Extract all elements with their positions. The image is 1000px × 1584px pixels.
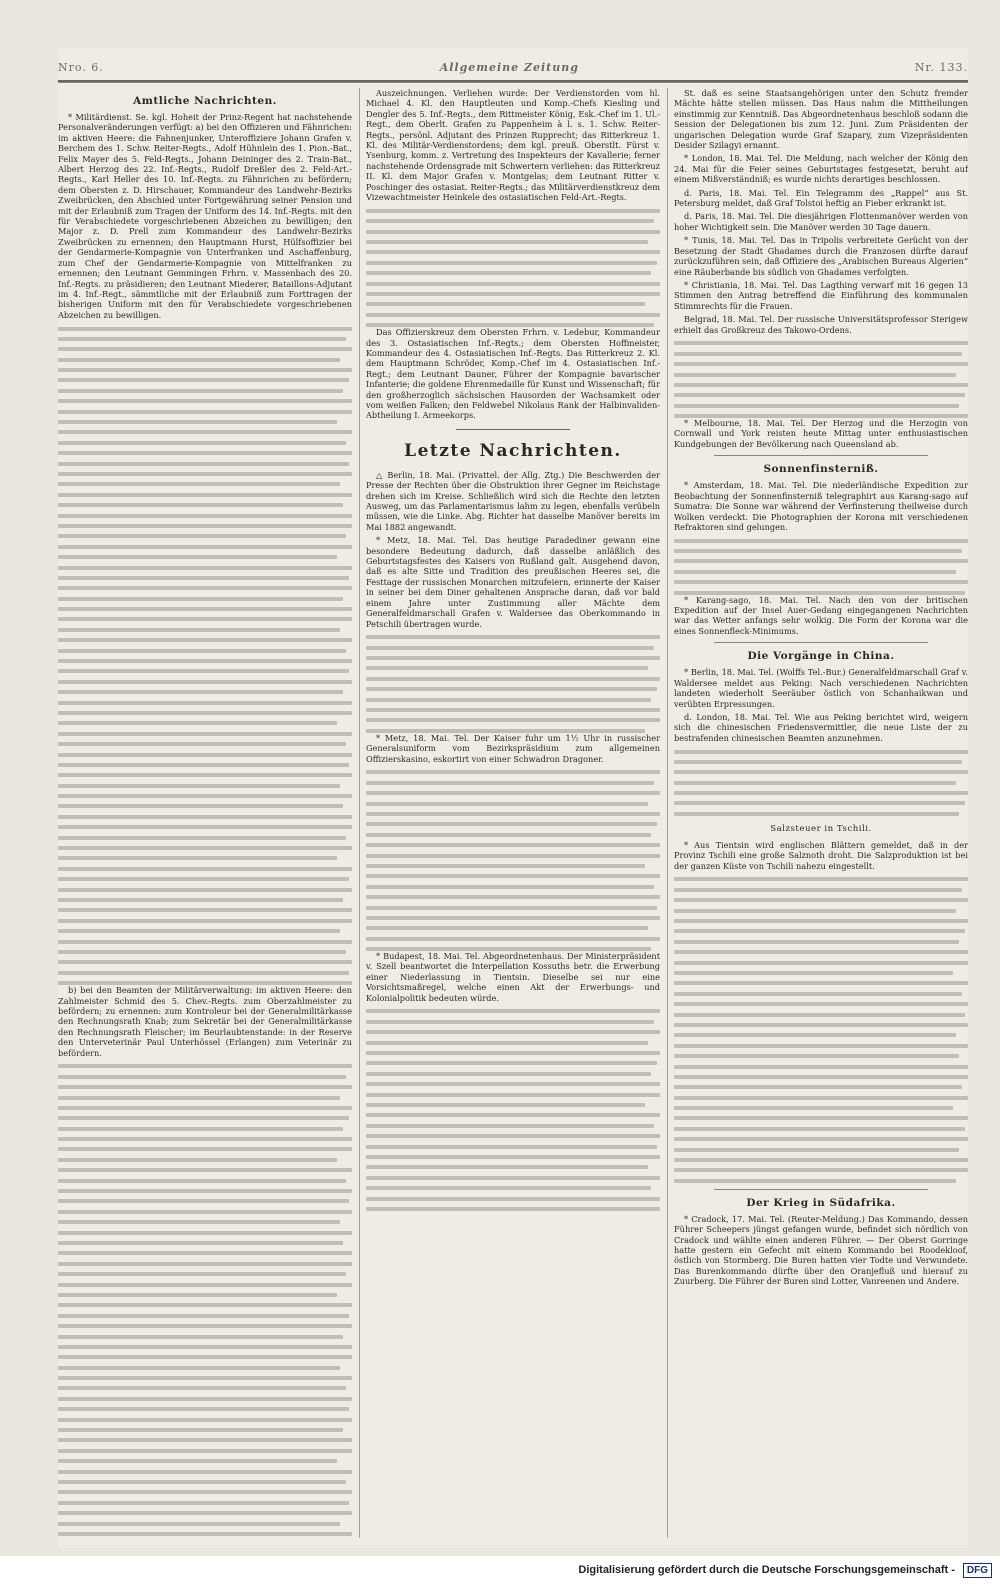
article-paragraph: * Karang-sago, 18. Mai. Tel. Nach den von der britischen Expedition auf der Insel Auer-Gedang eingegangenen Nachrichten war das Wetter anfangs sehr wolkig. Die Form der Korona war die eines Sonnenfleck-Minimums. [674, 594, 968, 636]
running-head [58, 56, 968, 78]
column-2 [366, 88, 660, 1538]
article-paragraph: Auszeichnungen. Verliehen wurde: Der Verdienstorden vom hl. Michael 4. Kl. den Hauptleuten und Komp.-Chefs Kiesling und Dengler des 5. Inf.-Regts., dem Rittmeister König, Esk.-Chef im 1. Ul.-Regt., dem Oberlt. Grafen zu Pappenheim à l. s. 1. Schw. Reiter-Regts., persönl. Adjutant des Prinzen Rupprecht; das Ritterkreuz 1. Kl. des Militär-Verdienstordens; dem kgl. preuß. Oberstlt. Fürst v. Ysenburg, komm. z. Vertretung des Inspekteurs der Kavallerie; ferner nachstehende Ordensgrade mit Schwertern verliehen: das Ritterkreuz II. Kl. dem Major Grafen v. Montgelas; dem Leutnant Ritter v. Poschinger des ostasiat. Reiter-Regts.; das Militärverdienstkreuz dem Vizewachtmeister Heinkele des ostasiatischen Feld-Art.-Regts. [366, 88, 660, 203]
article-paragraph: * Cradock, 17. Mai. Tel. (Reuter-Meldung.) Das Kommando, dessen Führer Scheepers jüngst gefangen wurde, befindet sich nördlich von Cradock und wählte einen anderen Führer. — Der Oberst Gorringe hatte gestern ein Gefecht mit einem Kommando bei Roodekloof, östlich von Stormberg. Die Buren hatten vier Todte und Verwundete. Das Burenkommando dürfte über den Oranjefluß und hierauf zu Zuurberg. Die Führer der Buren sind Lotter, Vanreenen und Andere. [674, 1213, 968, 1287]
article-paragraph: * Aus Tientsin wird englischen Blättern gemeldet, daß in der Provinz Tschili eine große Salznoth droht. Die Salzproduktion ist bei der ganzen Küste von Tschili nahezu eingestellt. [674, 839, 968, 871]
section-divider [714, 1189, 928, 1190]
digitization-footer [0, 1556, 1000, 1584]
article-paragraph: △ Berlin, 18. Mai. (Privattel. der Allg. Ztg.) Die Beschwerden der Presse der Rechten über die Obstruktion ihrer Gegner im Reichstage drehen sich im Kreise. Schließlich wird sich die Rechte den letzten Ausweg, um das Parlamentarismus lahm zu legen, ebenfalls verübeln müssen, wie die Linke. Abg. Richter hat dasselbe Manöver bereits im Mai 1882 angewandt. [366, 469, 660, 532]
article-paragraph: * Melbourne, 18. Mai. Tel. Der Herzog und die Herzogin von Cornwall und York reisten heute Mittag unter enthusiastischen Kundgebungen der Bevölkerung nach Queensland ab. [674, 418, 968, 449]
faded-text-lines [58, 327, 352, 986]
faded-text-lines [674, 877, 968, 1182]
section-divider [714, 455, 928, 456]
article-paragraph: * Metz, 18. Mai. Tel. Das heutige Paradediner gewann eine besondere Bedeutung dadurch, daß dasselbe anläßlich des Geburtstagsfestes des Kaisers von Rußland galt. Ausgehend davon, daß es alte Sitte und Tradition des preußischen Heeres sei, die Festtage der russischen Monarchen mitzufeiern, erinnerte der Kaiser in seiner bei dem Diner gehaltenen Ansprache daran, daß vor bald einem Jahre unter Zustimmung aller Mächte dem Generalfeldmarschall Grafen v. Waldersee das Oberkommando in Petschili übertragen wurde. [366, 535, 660, 629]
faded-text-lines [366, 209, 660, 327]
article-paragraph: St. daß es seine Staatsangehörigen unter den Schutz fremder Mächte hätte stellen müssen. Das Haus nahm die Mittheilungen einstimmig zur Kenntniß. Das Abgeordnetenhaus beschloß sodann die Session der Delegationen bis zum 12. Juni. Zum Präsidenten der ungarischen Delegation wurde Graf Szapary, zum Vizepräsidenten Desider Szilagyi ernannt. [674, 88, 968, 151]
article-paragraph: * Christiania, 18. Mai. Tel. Das Lagthing verwarf mit 16 gegen 13 Stimmen den Antrag betreffend die Einführung des kommunalen Stimmrechts für die Frauen. [674, 279, 968, 311]
article-paragraph: d. Paris, 18. Mai. Tel. Die diesjährigen Flottenmanöver werden von hoher Wichtigkeit sein. Die Manöver werden 30 Tage dauern. [674, 211, 968, 232]
article-paragraph: Das Offizierskreuz dem Obersten Frhrn. v. Ledebur, Kommandeur des 3. Ostasiatischen Inf.-Regts.; dem Obersten Hoffmeister, Kommandeur des 4. Ostasiatischen Inf.-Regts. Das Ritterkreuz 2. Kl. dem Hauptmann Schröder, Komp.-Chef im 4. Ostasiatischen Inf.-Regt.; dem Leutnant Dauner, Führer der Kompagnie bavarischer Infanterie; die goldene Ehrenmedaille für Kunst und Wissenschaft; für den großherzoglich sächsischen Hausorden der Wachsamkeit oder vom weißen Falken; den Feldwebel Nikolaus Rank der Halbinvaliden-Abtheilung I. Armeekorps. [366, 327, 660, 421]
article-paragraph: * Metz, 18. Mai. Tel. Der Kaiser fuhr um 1½ Uhr in russischer Generalsuniform vom Bezirkspräsidium zum allgemeinen Offizierskasino, eskortirt von einer Schwadron Dragoner. [366, 732, 660, 764]
column-3 [674, 88, 968, 1538]
faded-text-lines [674, 750, 968, 816]
newspaper-page [58, 48, 968, 1548]
article-paragraph: * Militärdienst. Se. kgl. Hoheit der Prinz-Regent hat nachstehende Personalveränderungen verfügt: a) bei den Offizieren und Fähnrichen: im aktiven Heere: die Fahnenjunker, Unteroffiziere Johann Grafen v. Berchem des 1. Schw. Reiter-Regts., Adolf Hühnlein des 1. Pion.-Bat., Felix Mayer des 5. Feld-Regts., Johann Deininger des 2. Train-Bat., Albert Herzog des 22. Inf.-Regts., Rudolf Dreßler des 2. Feld-Art.-Regts., Karl Heller des 10. Inf.-Regts. zu Fähnrichen zu befördern; dem Obersten z. D. Hirschauer, Kommandeur des Landwehr-Bezirks Zweibrücken, den Abschied unter Fortgewährung seiner Pension und mit der Erlaubniß zum Tragen der Uniform des 14. Inf.-Regts. mit den für Verabschiedete vorgeschriebenen Abzeichen zu bewilligen; den Major z. D. Prell zum Kommandeur des Landwehr-Bezirks Zweibrücken zu ernennen; den Hauptmann Hurst, Hülfsoffizier bei der Gendarmerie-Kompagnie von Unterfranken und Aschaffenburg, zum Chef der Gendarmerie-Kompagnie von Mittelfranken zu ernennen; den Leutnant Gemmingen Frhrn. v. Massenbach des 20. Inf.-Regts. zu präsidieren; den Leutnant Miederer, Bataillons-Adjutant im 4. Inf.-Regt., sämmtliche mit der Erlaubniß zum Forttragen der bisherigen Uniform mit den für Verabschiedete vorgeschriebenen Abzeichen zu bewilligen. [58, 112, 352, 320]
section-heading-letzte-nachrichten: Letzte Nachrichten. [404, 440, 622, 461]
article-paragraph: Belgrad, 18. Mai. Tel. Der russische Universitätsprofessor Sterigew erhielt das Großkreuz des Takowo-Ordens. [674, 314, 968, 335]
faded-text-lines [366, 770, 660, 951]
column-rule [667, 88, 668, 1538]
article-paragraph: * Amsterdam, 18. Mai. Tel. Die niederländische Expedition zur Beobachtung der Sonnenfinsterniß telegraphirt aus Karang-sago auf Sumatra: Die Sonne war während der Verfinsterung theilweise durch Wolken verdeckt. Die Photographien der Korona mit verschiedenen Refraktoren sind gelungen. [674, 480, 968, 532]
faded-text-lines [674, 341, 968, 418]
article-paragraph: * Budapest, 18. Mai. Tel. Abgeordnetenhaus. Der Ministerpräsident v. Szell beantwortet die Interpellation Kossuths betr. die Erwerbung einer Niederlassung in Tientsin. Dieselbe sei nur eine Vorsichtsmaßregel, welche einen Akt der Erwerbungs- und Kolonialpolitik bedeuten würde. [366, 951, 660, 1003]
section-heading-amtliche: Amtliche Nachrichten. [133, 95, 277, 107]
article-paragraph: * Tunis, 18. Mai. Tel. Das in Tripolis verbreitete Gerücht von der Besetzung der Stadt Ghadames durch die Franzosen dürfte darauf zurückzuführen sein, daß Offiziere des „Arabischen Bureaus Algerien“ eine Räuberbande bis südlich von Ghadames verfolgten. [674, 235, 968, 277]
masthead-title: Allgemeine Zeitung [439, 60, 579, 74]
section-heading-sonnenfinsterniss: Sonnenfinsterniß. [763, 463, 879, 476]
article-paragraph: * Berlin, 18. Mai. Tel. (Wolffs Tel.-Bur.) Generalfeldmarschall Graf v. Waldersee meldet aus Peking: Nach verschiedenen Nachrichten landeten wiederholt Seeräuber östlich von Schanhaikwan und verübten Erpressungen. [674, 667, 968, 709]
header-rule [58, 80, 968, 83]
article-paragraph: d. London, 18. Mai. Tel. Wie aus Peking berichtet wird, weigern sich die chinesischen Friedensvermittler, die neue Liste der zu bestrafenden chinesischen Beamten anzunehmen. [674, 711, 968, 743]
dfg-logo-icon: DFG [963, 1563, 992, 1578]
column-1 [58, 88, 352, 1538]
footer-credit: Digitalisierung gefördert durch die Deutsche Forschungsgemeinschaft - [578, 1564, 955, 1576]
faded-text-lines [366, 635, 660, 733]
section-divider [714, 642, 928, 643]
article-paragraph: b) bei den Beamten der Militärverwaltung: im aktiven Heere: den Zahlmeister Schmid des 5. Chev.-Regts. zum Oberzahlmeister zu befördern; zu ernennen: zum Kontroleur bei der Generalmilitärkasse den Rechnungsrath Knab; zum Sekretär bei der Generalmilitärkasse den Rechnungsrath Fleischer; im Beurlaubtenstande: in der Reserve den Unterveterinär Paul Unterhössel (Erlangen) zum Veterinär zu befördern. [58, 985, 352, 1058]
section-heading-vorgaenge-china: Die Vorgänge in China. [747, 650, 895, 663]
article-paragraph: d. Paris, 18. Mai. Tel. Ein Telegramm des „Rappel“ aus St. Petersburg meldet, daß Graf Tolstoi heftig an Fieber erkrankt ist. [674, 187, 968, 209]
article-paragraph: * London, 18. Mai. Tel. Die Meldung, nach welcher der König den 24. Mai für die Feier seines Geburtstages festgesetzt, beruht auf einem Mißverständniß; es wurde nichts derartiges beschlossen. [674, 153, 968, 185]
issue-number-right: Nr. 133. [914, 60, 968, 74]
column-rule [359, 88, 360, 1538]
issue-number-left: Nro. 6. [58, 60, 104, 74]
faded-text-lines [58, 1064, 352, 1538]
section-divider [456, 429, 570, 430]
faded-text-lines [674, 539, 968, 595]
sub-heading-salzsteuer: Salzsteuer in Tschili. [770, 823, 872, 834]
section-heading-krieg-suedafrika: Der Krieg in Südafrika. [746, 1196, 896, 1209]
faded-text-lines [366, 1009, 660, 1210]
